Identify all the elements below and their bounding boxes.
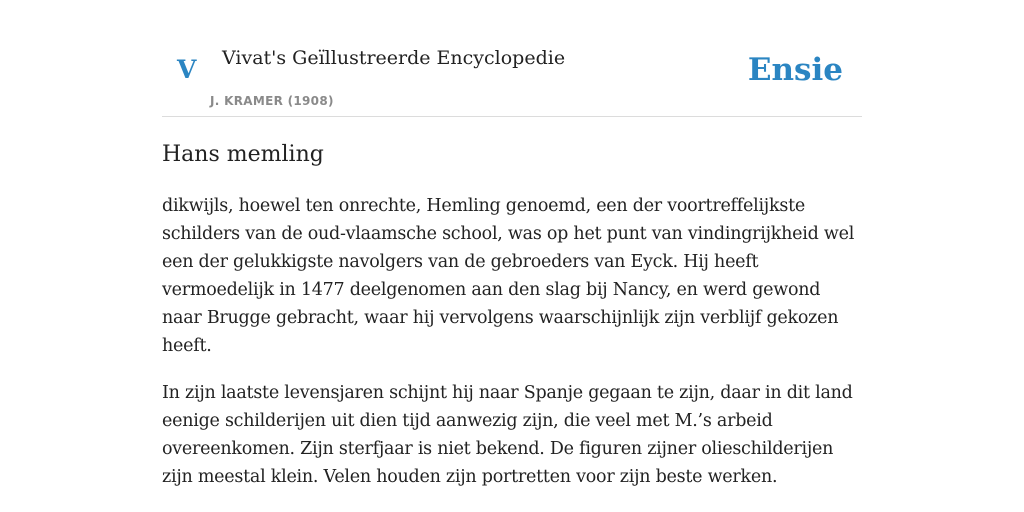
article-paragraph: dikwijls, hoewel ten onrechte, Hemling genoemd, een der voortreffelijkste schilders van de oud-vlaamsche school, was op het punt van vindingrijkheid wel een der gelukkigste navolgers van de gebroeders van Eyck. Hij heeft vermoedelijk in 1477 deelgenomen aan den slag bij Nancy, en werd gewond naar Brugge gebracht, waar hij vervolgens waarschijnlijk zijn verblijf gekozen heeft. <box>162 196 855 356</box>
source-logo-icon[interactable]: V <box>177 55 197 84</box>
article-paragraph: In zijn laatste levensjaren schijnt hij naar Spanje gegaan te zijn, daar in dit land eenige schilderijen uit dien tijd aanwezig zijn, die veel met M.’s arbeid overeenkomen. Zijn sterfjaar is niet bekend. De figuren zijner olieschilderijen zijn meestal klein. Velen houden zijn portretten voor zijn beste werken. <box>162 383 853 487</box>
brand-logo[interactable]: Ensie <box>747 52 843 88</box>
article-body <box>162 192 862 510</box>
article-title: Hans memling <box>162 142 324 167</box>
source-author: J. KRAMER (1908) <box>210 94 334 108</box>
source-title[interactable]: Vivat's Geïllustreerde Encyclopedie <box>222 47 566 69</box>
source-header <box>162 0 862 117</box>
